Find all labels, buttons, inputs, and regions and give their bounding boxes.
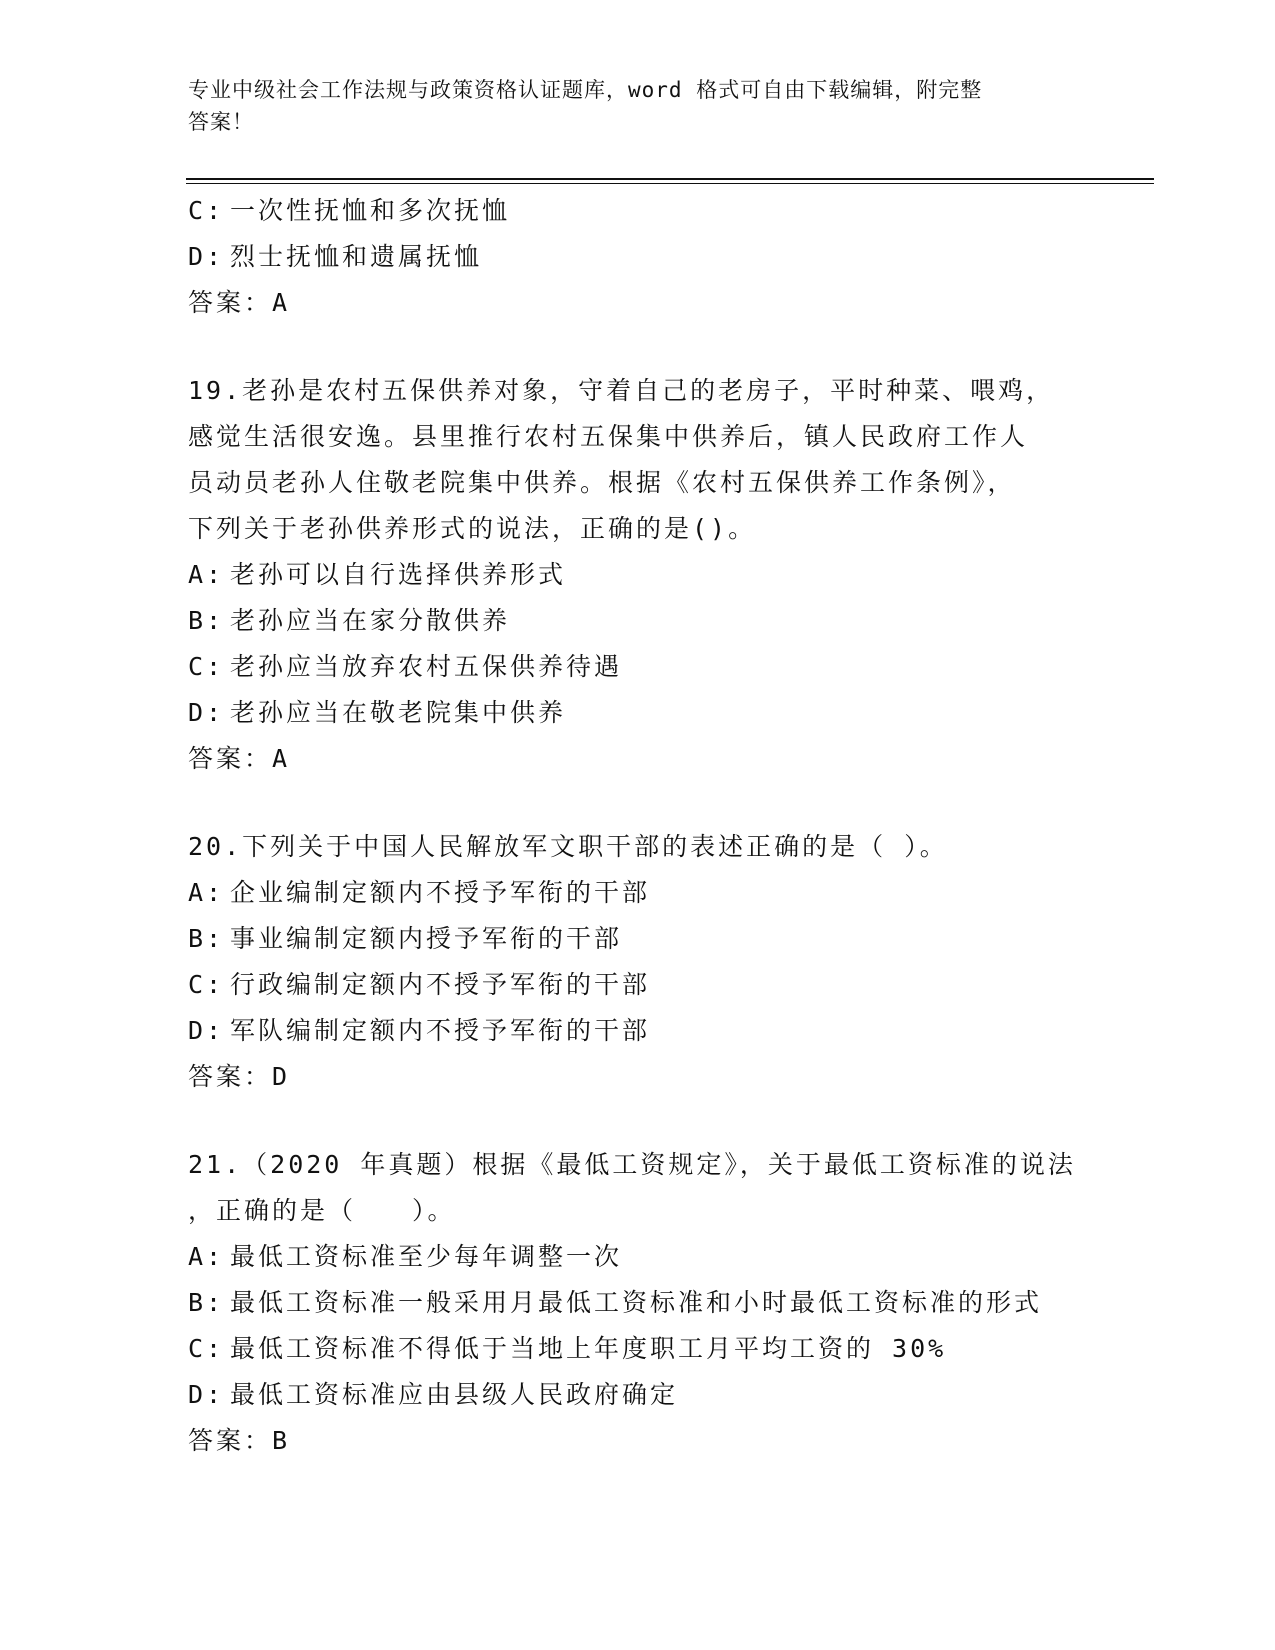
- question-content: [188, 188, 1148, 1464]
- option-key: A:: [188, 560, 225, 589]
- option-text: 老孙应当在家分散供养: [230, 606, 511, 635]
- option-text: 烈士抚恤和遗属抚恤: [230, 242, 483, 271]
- option-a: [188, 1234, 1148, 1280]
- option-text: 行政编制定额内不授予军衔的干部: [230, 970, 651, 999]
- option-text: 老孙可以自行选择供养形式: [230, 560, 567, 589]
- answer-value: A: [272, 288, 291, 317]
- answer-label: 答案：: [188, 1062, 273, 1091]
- answer-line: [188, 280, 1148, 326]
- question-stem-line: 21.（2020 年真题）根据《最低工资规定》，关于最低工资标准的说法: [188, 1150, 1076, 1179]
- option-key: A:: [188, 878, 225, 907]
- question-stem-line: 19.老孙是农村五保供养对象，守着自己的老房子，平时种菜、喂鸡，: [188, 376, 1055, 405]
- option-key: D:: [188, 698, 225, 727]
- option-c: [188, 1326, 1148, 1372]
- option-c: [188, 188, 1148, 234]
- header-rule-thin: [186, 183, 1154, 184]
- option-text: 最低工资标准一般采用月最低工资标准和小时最低工资标准的形式: [230, 1288, 1043, 1317]
- option-b: [188, 1280, 1148, 1326]
- question-stem-line: ，正确的是（ ）。: [188, 1196, 456, 1225]
- option-key: D:: [188, 1016, 225, 1045]
- option-key: C:: [188, 196, 225, 225]
- option-key: B:: [188, 1288, 225, 1317]
- question-stem-line: 20.下列关于中国人民解放军文职干部的表述正确的是（ ）。: [188, 832, 948, 861]
- option-c: [188, 644, 1148, 690]
- option-text: 最低工资标准至少每年调整一次: [230, 1242, 623, 1271]
- answer-label: 答案：: [188, 1426, 273, 1455]
- question-19: [188, 368, 1148, 782]
- option-text: 一次性抚恤和多次抚恤: [230, 196, 511, 225]
- answer-label: 答案：: [188, 744, 273, 773]
- option-text: 事业编制定额内授予军衔的干部: [230, 924, 623, 953]
- option-key: A:: [188, 1242, 225, 1271]
- option-key: C:: [188, 970, 225, 999]
- answer-label: 答案：: [188, 288, 273, 317]
- option-key: D:: [188, 1380, 225, 1409]
- question-stem-line: 感觉生活很安逸。县里推行农村五保集中供养后，镇人民政府工作人: [188, 422, 1029, 451]
- question-20: [188, 824, 1148, 1100]
- option-key: C:: [188, 1334, 225, 1363]
- option-key: B:: [188, 606, 225, 635]
- option-d: [188, 1372, 1148, 1418]
- question-21: [188, 1142, 1148, 1464]
- answer-line: [188, 1418, 1148, 1464]
- option-text: 军队编制定额内不授予军衔的干部: [230, 1016, 651, 1045]
- header-line-2: 答案！: [188, 110, 254, 134]
- header-line-1: 专业中级社会工作法规与政策资格认证题库，word 格式可自由下载编辑，附完整: [188, 78, 983, 102]
- document-header: [188, 74, 1088, 138]
- answer-value: B: [272, 1426, 291, 1455]
- answer-line: [188, 1054, 1148, 1100]
- option-text: 最低工资标准应由县级人民政府确定: [230, 1380, 679, 1409]
- option-a: [188, 870, 1148, 916]
- option-b: [188, 916, 1148, 962]
- option-text: 最低工资标准不得低于当地上年度职工月平均工资的 30%: [230, 1334, 947, 1363]
- option-text: 企业编制定额内不授予军衔的干部: [230, 878, 651, 907]
- option-d: [188, 234, 1148, 280]
- answer-line: [188, 736, 1148, 782]
- answer-value: D: [272, 1062, 291, 1091]
- header-rule-thick: [186, 178, 1154, 180]
- option-a: [188, 552, 1148, 598]
- option-key: C:: [188, 652, 225, 681]
- question-stem-line: 下列关于老孙供养形式的说法，正确的是()。: [188, 514, 757, 543]
- option-text: 老孙应当在敬老院集中供养: [230, 698, 567, 727]
- option-key: B:: [188, 924, 225, 953]
- partial-question: [188, 188, 1148, 326]
- option-d: [188, 690, 1148, 736]
- answer-value: A: [272, 744, 291, 773]
- option-d: [188, 1008, 1148, 1054]
- option-c: [188, 962, 1148, 1008]
- option-text: 老孙应当放弃农村五保供养待遇: [230, 652, 623, 681]
- option-b: [188, 598, 1148, 644]
- option-key: D:: [188, 242, 225, 271]
- question-stem-line: 员动员老孙人住敬老院集中供养。根据《农村五保供养工作条例》，: [188, 468, 1016, 497]
